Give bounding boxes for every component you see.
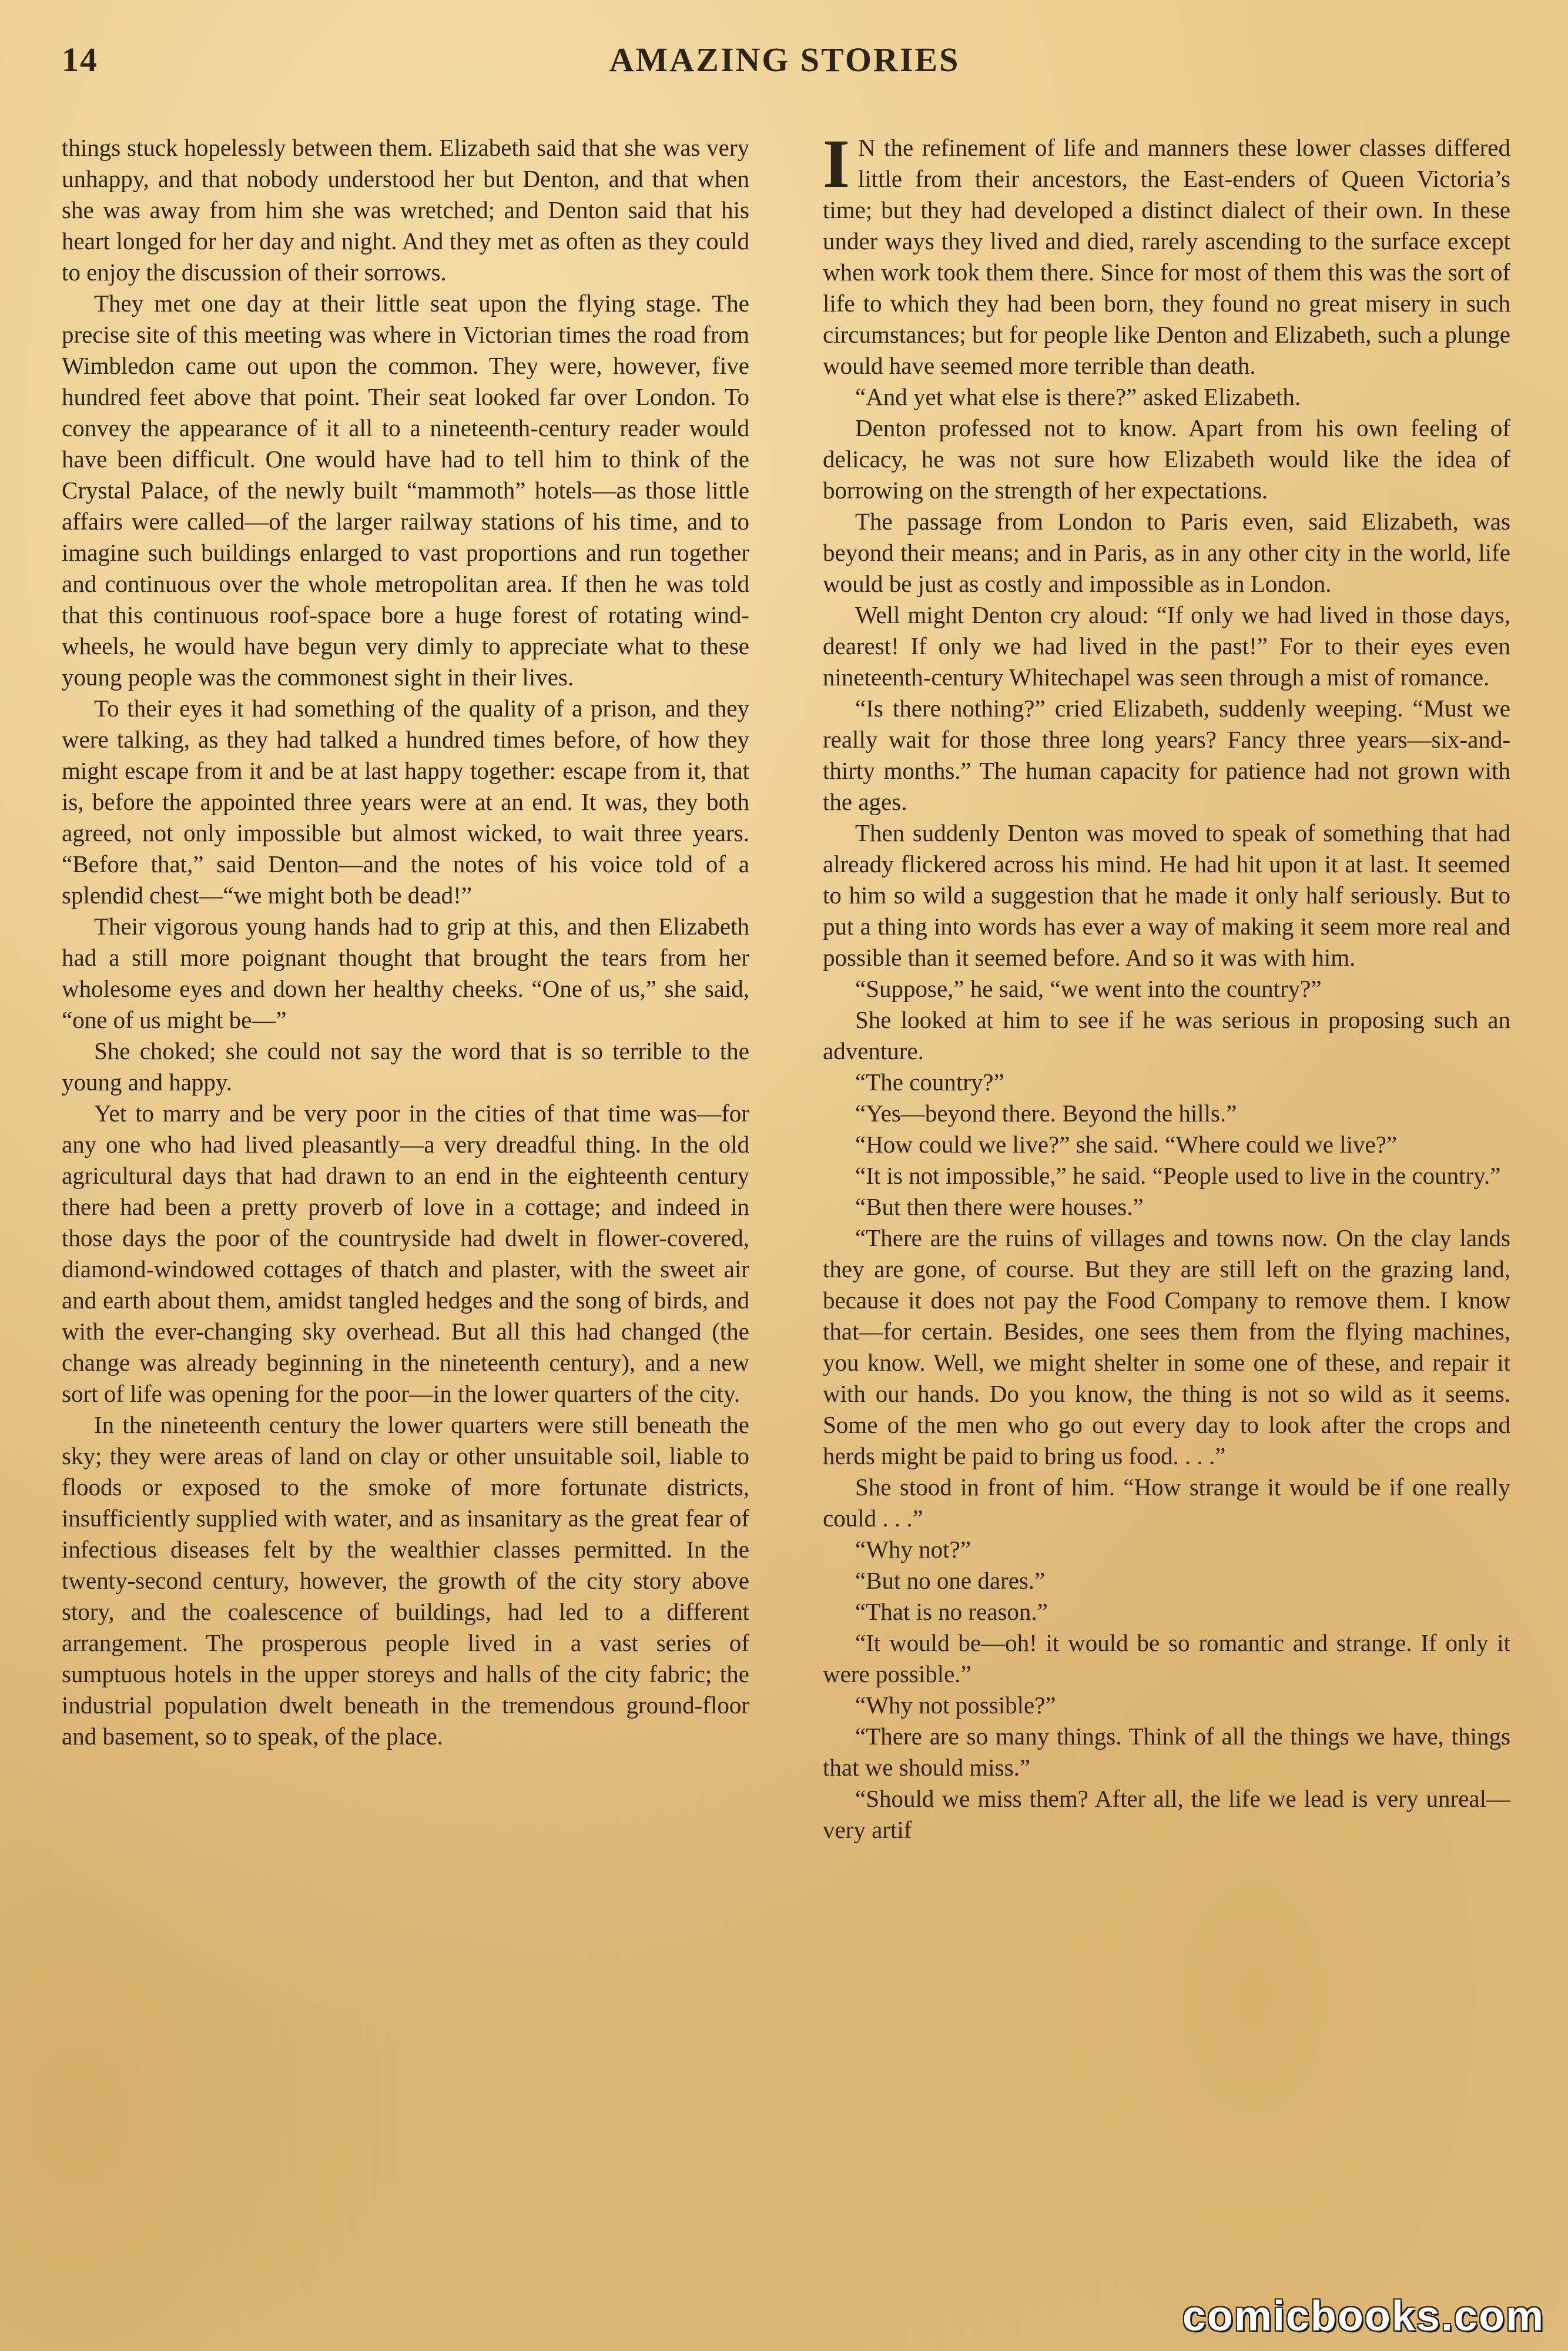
paragraph: The passage from London to Paris even, said Elizabeth, was beyond their means; and in Paris, as in any other city in the world, life would be just as costly and impossible as in London. — [823, 508, 1510, 597]
paragraph: “But no one dares.” — [855, 1567, 1046, 1594]
site-watermark: comicbooks.com — [1182, 2293, 1544, 2340]
paragraph: “Should we miss them? After all, the life we lead is very unreal—very artif — [823, 1785, 1510, 1843]
paragraph: Then suddenly Denton was moved to speak of something that had already flickered across his mind. He had hit upon it at last. It seemed to him so wild a suggestion that he made it only half seriously. But to put a thing into words has ever a way of making it seem more real and possible than it seemed before. And so it was with him. — [823, 819, 1510, 971]
paragraph: “The country?” — [855, 1069, 1004, 1096]
page-number: 14 — [62, 41, 98, 79]
paragraph: In the nineteenth century the lower quarters were still beneath the sky; they were areas of land on clay or other unsuitable soil, liable to floods or exposed to the smoke of more fortunate districts, insufficiently supplied with water, and as insanitary as the great fear of infectious diseases felt by the wealthier classes permitted. In the twenty-second century, however, the growth of the city story above story, and the coalescence of buildings, had led to a different arrangement. The prosperous people lived in a vast series of sumptuous hotels in the upper storeys and halls of the city fabric; the industrial population dwelt beneath in the tremendous ground-floor and basement, so to speak, of the place. — [62, 1411, 749, 1750]
page-header — [62, 36, 1507, 101]
paragraph: She stood in front of him. “How strange it would be if one really could . . .” — [823, 1473, 1510, 1532]
paragraph: They met one day at their little seat upon the flying stage. The precise site of this meeting was where in Victorian times the road from Wimbledon came out upon the common. They were, however, five hundred feet above that point. Their seat looked far over London. To convey the appearance of it all to a nineteenth-century reader would have been difficult. One would have had to tell him to think of the Crystal Palace, of the newly built “mammoth” hotels—as those little affairs were called—of the larger railway stations of his time, and to imagine such buildings enlarged to vast proportions and run together and continuous over the whole metropolitan area. If then he was told that this continuous roof-space bore a huge forest of rotating wind-wheels, he would have begun very dimly to appreciate what to these young people was the commonest sight in their lives. — [62, 290, 749, 691]
paragraph: “That is no reason.” — [855, 1598, 1048, 1625]
drop-cap: I — [823, 125, 850, 202]
paragraph: “How could we live?” she said. “Where could we live?” — [855, 1131, 1398, 1158]
paragraph: “There are the ruins of villages and towns now. On the clay lands they are gone, of course. But they are still left on the grazing land, because it does not pay the Food Company to remove them. I know that—for certain. Besides, one sees them from the flying machines, you know. Well, we might shelter in some one of these, and repair it with our hands. Do you know, the thing is not so wild as it seems. Some of the men who go out every day to look after the crops and herds might be paid to bring us food. . . .” — [823, 1224, 1510, 1469]
paragraph: “There are so many things. Think of all the things we have, things that we should miss.” — [823, 1723, 1510, 1781]
paragraph: “But then there were houses.” — [855, 1193, 1144, 1220]
paragraph: “Why not?” — [855, 1536, 971, 1563]
paragraph: Denton professed not to know. Apart from his own feeling of delicacy, he was not sure how Elizabeth would like the idea of borrowing on the strength of her expectations. — [823, 414, 1510, 504]
opening-paragraph — [823, 125, 1510, 381]
paragraph: She choked; she could not say the word that is so terrible to the young and happy. — [62, 1037, 749, 1096]
paragraph: things stuck hopelessly between them. Elizabeth said that she was very unhappy, and that nobody understood her but Denton, and that when she was away from him she was wretched; and Denton said that his heart longed for her day and night. And they met as often as they could to enjoy the discussion of their sorrows. — [62, 134, 749, 286]
paragraph: “Why not possible?” — [855, 1692, 1056, 1719]
paragraph: “Is there nothing?” cried Elizabeth, suddenly weeping. “Must we really wait for those three long years? Fancy three years—six-and-thirty months.” The human capacity for patience had not grown with the ages. — [823, 695, 1510, 815]
paragraph: “It would be—oh! it would be so romantic and strange. If only it were possible.” — [823, 1629, 1510, 1687]
opening-paragraph-text: N the refinement of life and manners these lower classes differed little from their ancestors, the East-enders of Queen Victoria’s time; but they had developed a distinct dialect of their own. In these under ways they lived and died, rarely ascending to the surface except when work took them there. Since for most of them this was the sort of life to which they had been born, they found no great misery in such circumstances; but for people like Denton and Elizabeth, such a plunge would have seemed more terrible than death. — [823, 134, 1510, 379]
paragraph: Yet to marry and be very poor in the cities of that time was—for any one who had lived pleasantly—a very dreadful thing. In the old agricultural days that had drawn to an end in the eighteenth century there had been a pretty proverb of love in a cottage; and indeed in those days the poor of the countryside had dwelt in flower-covered, diamond-windowed cottages of thatch and plaster, with the sweet air and earth about them, amidst tangled hedges and the song of birds, and with the ever-changing sky overhead. But all this had changed (the change was already beginning in the nineteenth century), and a new sort of life was opening for the poor—in the lower quarters of the city. — [62, 1100, 749, 1407]
paragraph: She looked at him to see if he was serious in proposing such an adventure. — [823, 1006, 1510, 1064]
right-column — [823, 125, 1510, 1846]
paragraph: “Suppose,” he said, “we went into the country?” — [855, 975, 1322, 1002]
running-title: AMAZING STORIES — [609, 41, 960, 79]
left-column — [62, 132, 749, 1752]
paragraph: Their vigorous young hands had to grip at this, and then Elizabeth had a still more poignant thought that brought the tears from her wholesome eyes and down her healthy cheeks. “One of us,” she said, “one of us might be—” — [62, 913, 749, 1033]
paragraph: Well might Denton cry aloud: “If only we had lived in those days, dearest! If only we had lived in the past!” For to their eyes even nineteenth-century Whitechapel was seen through a mist of romance. — [823, 601, 1510, 691]
paragraph: To their eyes it had something of the quality of a prison, and they were talking, as they had talked a hundred times before, of how they might escape from it and be at last happy together: escape from it, that is, before the appointed three years were at an end. It was, they both agreed, not only impossible but almost wicked, to wait three years. “Before that,” said Denton—and the notes of his voice told of a splendid chest—“we might both be dead!” — [62, 695, 749, 909]
paragraph: “Yes—beyond there. Beyond the hills.” — [855, 1100, 1237, 1127]
paragraph: “And yet what else is there?” asked Elizabeth. — [855, 383, 1301, 410]
paragraph: “It is not impossible,” he said. “People used to live in the country.” — [855, 1162, 1501, 1189]
